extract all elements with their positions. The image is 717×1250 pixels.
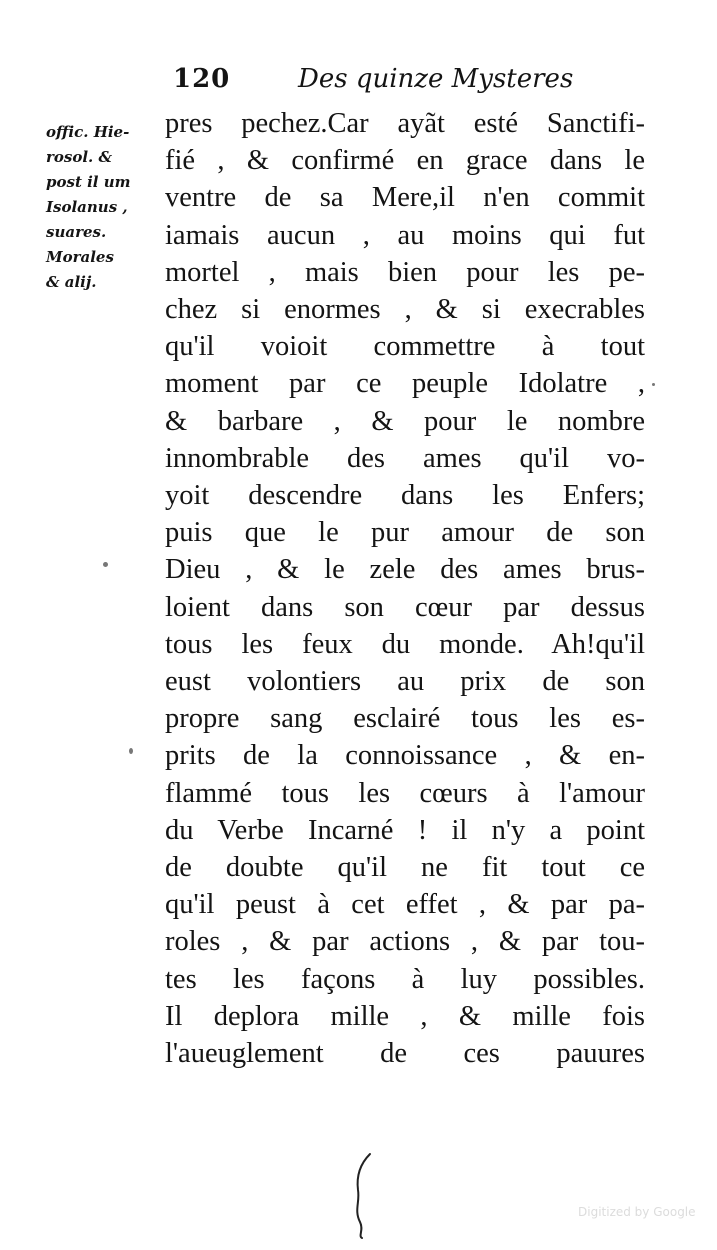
text-line: loient dans son cœur par dessus bbox=[165, 591, 645, 623]
text-line: pres pechez.Car ayãt esté Sanctifi- bbox=[165, 108, 645, 139]
text-line: iamais aucun , au moins qui fut bbox=[165, 219, 645, 251]
ink-speck bbox=[103, 562, 108, 567]
text-line: eust volontiers au prix de son bbox=[165, 666, 645, 698]
pen-mark-icon bbox=[340, 1150, 380, 1240]
body-text bbox=[165, 105, 645, 1072]
text-line: qu'il peust à cet effet , & par pa- bbox=[165, 889, 645, 921]
running-title: Des quinze Mysteres bbox=[298, 64, 574, 94]
ink-speck bbox=[129, 748, 133, 754]
text-line: yoit descendre dans les Enfers; bbox=[165, 480, 645, 512]
text-line: puis que le pur amour de son bbox=[165, 517, 645, 549]
margin-note-line: offic. Hie- bbox=[46, 123, 130, 141]
text-line: moment par ce peuple Idolatre , bbox=[165, 368, 645, 400]
text-line: prits de la connoissance , & en- bbox=[165, 740, 645, 772]
text-line: l'aueuglement de ces pauures bbox=[165, 1038, 645, 1070]
text-line: roles , & par actions , & par tou- bbox=[165, 926, 645, 958]
margin-note-line: post il um bbox=[46, 173, 131, 191]
text-line: innombrable des ames qu'il vo- bbox=[165, 442, 645, 474]
margin-note-line: Isolanus , bbox=[46, 198, 128, 216]
text-line: propre sang esclairé tous les es- bbox=[165, 703, 645, 735]
text-line: chez si enormes , & si execrables bbox=[165, 294, 645, 326]
text-line: ventre de sa Mere,il n'en commit bbox=[165, 182, 645, 214]
text-line: du Verbe Incarné ! il n'y a point bbox=[165, 814, 645, 846]
margin-note-line: & alij. bbox=[46, 273, 97, 291]
page-number: 120 bbox=[173, 64, 231, 94]
text-line: mortel , mais bien pour les pe- bbox=[165, 256, 645, 288]
text-line: & barbare , & pour le nombre bbox=[165, 405, 645, 437]
text-line: tes les façons à luy possibles. bbox=[165, 963, 645, 995]
watermark: Digitized by Google bbox=[578, 1205, 696, 1219]
margin-notes bbox=[46, 120, 166, 295]
text-line: fié , & confirmé en grace dans le bbox=[165, 145, 645, 177]
text-line: flammé tous les cœurs à l'amour bbox=[165, 777, 645, 809]
text-line: Dieu , & le zele des ames brus- bbox=[165, 554, 645, 586]
margin-note-line: Morales bbox=[46, 248, 114, 266]
ink-speck bbox=[652, 383, 655, 386]
text-line: tous les feux du monde. Ah!qu'il bbox=[165, 628, 645, 660]
text-line: de doubte qu'il ne fit tout ce bbox=[165, 852, 645, 884]
margin-note-line: suares. bbox=[46, 223, 107, 241]
margin-note-line: rosol. & bbox=[46, 148, 113, 166]
text-line: qu'il voioit commettre à tout bbox=[165, 331, 645, 363]
text-line: Il deplora mille , & mille fois bbox=[165, 1000, 645, 1032]
